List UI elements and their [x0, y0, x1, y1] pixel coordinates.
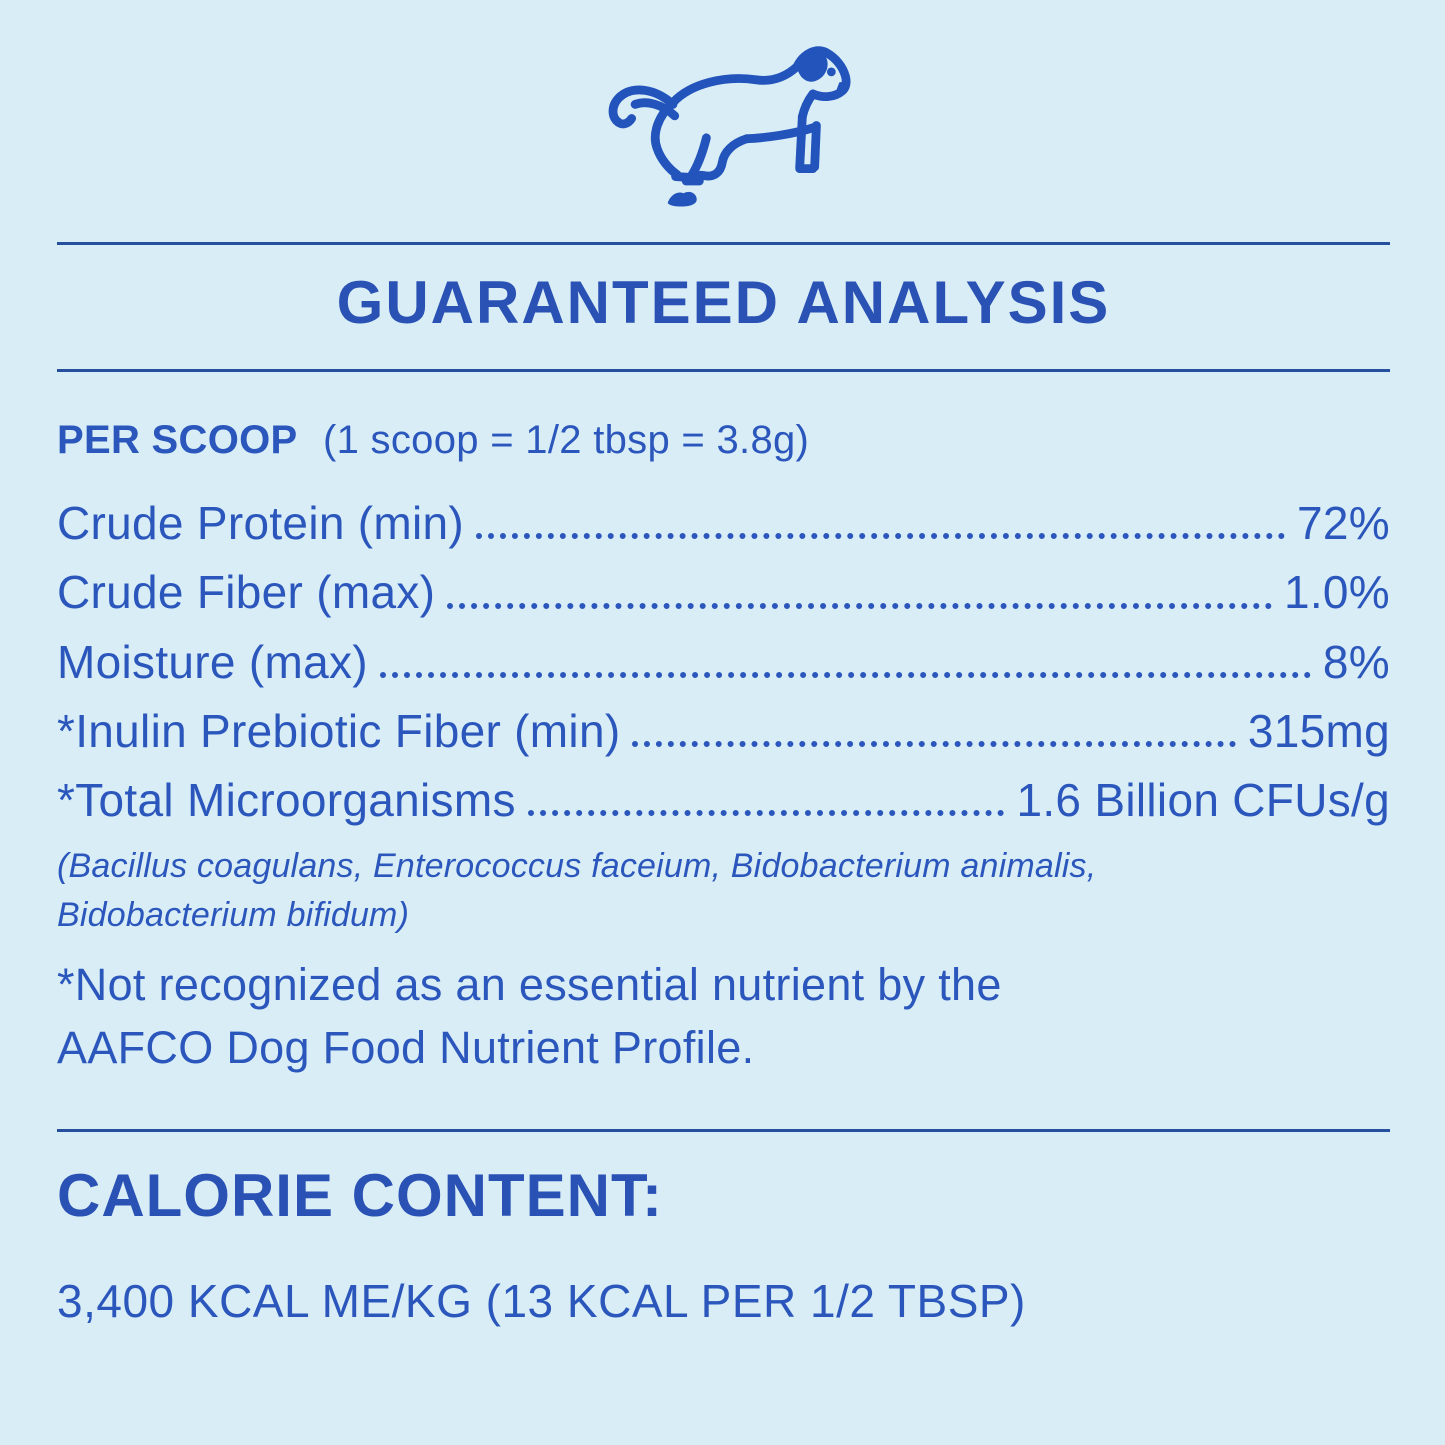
per-scoop-line	[57, 418, 1390, 462]
calorie-content-value: 3,400 KCAL ME/KG (13 KCAL PER 1/2 TBSP)	[57, 1274, 1026, 1327]
footnote-line-1: *Not recognized as an essential nutrient by the	[57, 958, 1002, 1010]
row-label: Crude Fiber (max)	[57, 566, 436, 619]
dot-leader	[447, 603, 1272, 609]
row-value: 315mg	[1247, 704, 1390, 757]
calorie-divider	[57, 1129, 1390, 1132]
row-value: 8%	[1322, 635, 1390, 688]
row-value: 1.6 Billion CFUs/g	[1016, 774, 1390, 827]
microorganism-species-note	[57, 842, 1390, 939]
title-divider	[57, 369, 1390, 372]
aafco-footnote	[57, 953, 1390, 1079]
row-label: Crude Protein (min)	[57, 497, 465, 549]
top-divider	[57, 242, 1390, 245]
species-line-1: (Bacillus coagulans, Enterococcus faceium, Bidobacterium animalis,	[57, 847, 1097, 886]
guaranteed-analysis-title: GUARANTEED ANALYSIS	[336, 269, 1111, 336]
table-row	[57, 635, 1390, 689]
row-label: *Total Microorganisms	[57, 774, 516, 827]
per-scoop-detail: (1 scoop = 1/2 tbsp = 3.8g)	[322, 418, 810, 462]
icon-area	[57, 0, 1390, 210]
dot-leader	[632, 741, 1235, 747]
calorie-content-title: CALORIE CONTENT:	[57, 1161, 663, 1229]
row-label: *Inulin Prebiotic Fiber (min)	[57, 704, 621, 757]
table-row	[57, 496, 1390, 550]
row-value: 72%	[1297, 497, 1390, 549]
table-row	[57, 565, 1390, 619]
per-scoop-label: PER SCOOP	[57, 418, 298, 462]
dog-pooping-icon	[584, 34, 864, 210]
dot-leader	[380, 672, 1311, 678]
table-row	[57, 773, 1390, 827]
footnote-line-2: AAFCO Dog Food Nutrient Profile.	[57, 1021, 755, 1073]
species-line-2: Bidobacterium bifidum)	[57, 895, 410, 934]
dot-leader	[476, 533, 1285, 539]
row-label: Moisture (max)	[57, 635, 368, 688]
dot-leader	[528, 810, 1005, 816]
analysis-table	[57, 496, 1390, 827]
row-value: 1.0%	[1283, 566, 1390, 619]
table-row	[57, 704, 1390, 758]
